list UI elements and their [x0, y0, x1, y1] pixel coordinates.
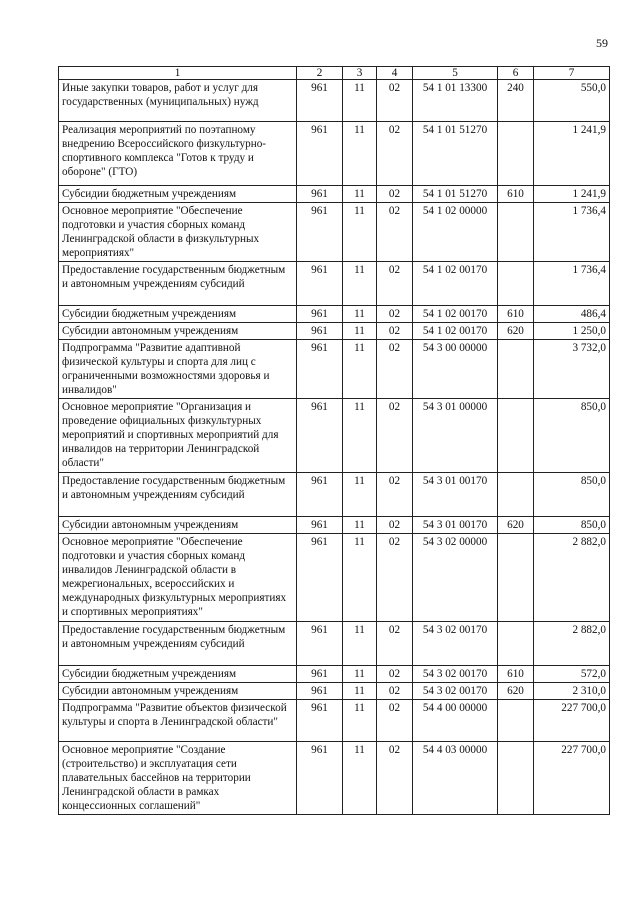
row-section: 11: [343, 122, 377, 186]
row-ministry-code: 961: [297, 622, 343, 666]
row-target-article: 54 1 01 13300: [413, 80, 498, 122]
row-section: 11: [343, 323, 377, 340]
table-row: [59, 534, 610, 622]
row-amount: 850,0: [534, 517, 610, 534]
row-ministry-code: 961: [297, 262, 343, 306]
table-row: [59, 122, 610, 186]
table-row: [59, 517, 610, 534]
row-amount: 1 241,9: [534, 186, 610, 203]
row-target-article: 54 3 02 00000: [413, 534, 498, 622]
table-row: [59, 203, 610, 262]
row-section: 11: [343, 399, 377, 473]
row-ministry-code: 961: [297, 666, 343, 683]
row-section: 11: [343, 534, 377, 622]
row-amount: 550,0: [534, 80, 610, 122]
row-subsection: 02: [377, 306, 413, 323]
table-row: [59, 473, 610, 517]
row-amount: 850,0: [534, 473, 610, 517]
table-header-row: [59, 67, 610, 80]
row-subsection: 02: [377, 122, 413, 186]
row-target-article: 54 1 01 51270: [413, 186, 498, 203]
row-ministry-code: 961: [297, 203, 343, 262]
row-subsection: 02: [377, 186, 413, 203]
row-section: 11: [343, 683, 377, 700]
row-subsection: 02: [377, 203, 413, 262]
table-row: [59, 683, 610, 700]
row-target-article: 54 3 01 00000: [413, 399, 498, 473]
row-amount: 486,4: [534, 306, 610, 323]
header-col-6: 6: [498, 67, 534, 80]
table-row: [59, 622, 610, 666]
row-amount: 1 250,0: [534, 323, 610, 340]
row-name: Реализация мероприятий по поэтапному внедрению Всероссийского физкультурно-спортивного комплекса "Готов к труду и обороне" (ГТО): [59, 122, 297, 186]
table-row: [59, 399, 610, 473]
row-expense-type: 610: [498, 666, 534, 683]
row-subsection: 02: [377, 399, 413, 473]
row-name: Подпрограмма "Развитие объектов физической культуры и спорта в Ленинградской области": [59, 700, 297, 742]
page-number: 59: [596, 36, 608, 50]
row-expense-type: [498, 340, 534, 399]
row-subsection: 02: [377, 262, 413, 306]
row-subsection: 02: [377, 517, 413, 534]
row-subsection: 02: [377, 700, 413, 742]
row-amount: 850,0: [534, 399, 610, 473]
row-name: Субсидии автономным учреждениям: [59, 323, 297, 340]
row-amount: 1 736,4: [534, 262, 610, 306]
row-subsection: 02: [377, 666, 413, 683]
row-ministry-code: 961: [297, 306, 343, 323]
row-subsection: 02: [377, 340, 413, 399]
row-name: Подпрограмма "Развитие адаптивной физической культуры и спорта для лиц с ограниченными возможностями здоровья и инвалидов": [59, 340, 297, 399]
row-section: 11: [343, 262, 377, 306]
row-name: Основное мероприятие "Создание (строительство) и эксплуатация сети плавательных бассейнов на территории Ленинградской области в рамках концессионных соглашений": [59, 742, 297, 815]
row-name: Субсидии автономным учреждениям: [59, 683, 297, 700]
row-section: 11: [343, 473, 377, 517]
header-col-7: 7: [534, 67, 610, 80]
row-section: 11: [343, 666, 377, 683]
row-amount: 2 882,0: [534, 622, 610, 666]
row-target-article: 54 3 02 00170: [413, 666, 498, 683]
table-row: [59, 186, 610, 203]
row-name: Основное мероприятие "Организация и проведение официальных физкультурных мероприятий и спортивных мероприятий для инвалидов на территории Ленинградской области": [59, 399, 297, 473]
row-target-article: 54 3 01 00170: [413, 517, 498, 534]
budget-table: [58, 66, 610, 815]
row-section: 11: [343, 742, 377, 815]
row-amount: 227 700,0: [534, 742, 610, 815]
row-target-article: 54 1 02 00170: [413, 262, 498, 306]
row-expense-type: [498, 262, 534, 306]
row-ministry-code: 961: [297, 122, 343, 186]
row-expense-type: 610: [498, 306, 534, 323]
row-section: 11: [343, 622, 377, 666]
row-name: Предоставление государственным бюджетным и автономным учреждениям субсидий: [59, 262, 297, 306]
row-expense-type: [498, 742, 534, 815]
row-ministry-code: 961: [297, 80, 343, 122]
row-target-article: 54 1 02 00170: [413, 306, 498, 323]
table-row: [59, 700, 610, 742]
row-amount: 2 882,0: [534, 534, 610, 622]
row-expense-type: [498, 399, 534, 473]
row-target-article: 54 1 01 51270: [413, 122, 498, 186]
row-amount: 3 732,0: [534, 340, 610, 399]
row-expense-type: 240: [498, 80, 534, 122]
row-target-article: 54 4 00 00000: [413, 700, 498, 742]
row-ministry-code: 961: [297, 186, 343, 203]
header-col-5: 5: [413, 67, 498, 80]
row-amount: 227 700,0: [534, 700, 610, 742]
row-section: 11: [343, 306, 377, 323]
row-ministry-code: 961: [297, 517, 343, 534]
row-name: Субсидии бюджетным учреждениям: [59, 306, 297, 323]
row-section: 11: [343, 340, 377, 399]
row-subsection: 02: [377, 742, 413, 815]
row-name: Основное мероприятие "Обеспечение подготовки и участия сборных команд инвалидов Ленинградской области в межрегиональных, всероссийских и международных физкультурных мероприятиях и спортивных мероприятиях": [59, 534, 297, 622]
row-subsection: 02: [377, 323, 413, 340]
row-amount: 572,0: [534, 666, 610, 683]
row-expense-type: 620: [498, 517, 534, 534]
row-target-article: 54 1 02 00170: [413, 323, 498, 340]
row-ministry-code: 961: [297, 683, 343, 700]
row-name: Субсидии бюджетным учреждениям: [59, 666, 297, 683]
header-col-2: 2: [297, 67, 343, 80]
row-expense-type: [498, 700, 534, 742]
row-expense-type: 610: [498, 186, 534, 203]
row-name: Субсидии бюджетным учреждениям: [59, 186, 297, 203]
row-name: Предоставление государственным бюджетным и автономным учреждениям субсидий: [59, 473, 297, 517]
table-row: [59, 666, 610, 683]
row-target-article: 54 3 01 00170: [413, 473, 498, 517]
row-section: 11: [343, 186, 377, 203]
row-ministry-code: 961: [297, 473, 343, 517]
row-section: 11: [343, 517, 377, 534]
row-target-article: 54 4 03 00000: [413, 742, 498, 815]
header-col-1: 1: [59, 67, 297, 80]
row-expense-type: [498, 473, 534, 517]
row-target-article: 54 1 02 00000: [413, 203, 498, 262]
table-row: [59, 742, 610, 815]
header-col-4: 4: [377, 67, 413, 80]
row-expense-type: 620: [498, 323, 534, 340]
row-subsection: 02: [377, 80, 413, 122]
row-target-article: 54 3 00 00000: [413, 340, 498, 399]
row-ministry-code: 961: [297, 742, 343, 815]
row-section: 11: [343, 203, 377, 262]
row-expense-type: [498, 534, 534, 622]
row-ministry-code: 961: [297, 700, 343, 742]
row-name: Предоставление государственным бюджетным и автономным учреждениям субсидий: [59, 622, 297, 666]
row-ministry-code: 961: [297, 399, 343, 473]
row-subsection: 02: [377, 534, 413, 622]
row-section: 11: [343, 700, 377, 742]
table-row: [59, 340, 610, 399]
row-ministry-code: 961: [297, 340, 343, 399]
row-amount: 1 241,9: [534, 122, 610, 186]
row-target-article: 54 3 02 00170: [413, 622, 498, 666]
row-subsection: 02: [377, 622, 413, 666]
table-row: [59, 323, 610, 340]
table-row: [59, 262, 610, 306]
table-row: [59, 306, 610, 323]
row-name: Основное мероприятие "Обеспечение подготовки и участия сборных команд Ленинградской области в физкультурных мероприятиях": [59, 203, 297, 262]
table-row: [59, 80, 610, 122]
row-expense-type: [498, 622, 534, 666]
row-subsection: 02: [377, 473, 413, 517]
row-amount: 1 736,4: [534, 203, 610, 262]
row-subsection: 02: [377, 683, 413, 700]
row-name: Субсидии автономным учреждениям: [59, 517, 297, 534]
row-expense-type: [498, 203, 534, 262]
row-expense-type: [498, 122, 534, 186]
header-col-3: 3: [343, 67, 377, 80]
row-amount: 2 310,0: [534, 683, 610, 700]
row-target-article: 54 3 02 00170: [413, 683, 498, 700]
row-ministry-code: 961: [297, 323, 343, 340]
row-expense-type: 620: [498, 683, 534, 700]
row-name: Иные закупки товаров, работ и услуг для государственных (муниципальных) нужд: [59, 80, 297, 122]
row-section: 11: [343, 80, 377, 122]
row-ministry-code: 961: [297, 534, 343, 622]
